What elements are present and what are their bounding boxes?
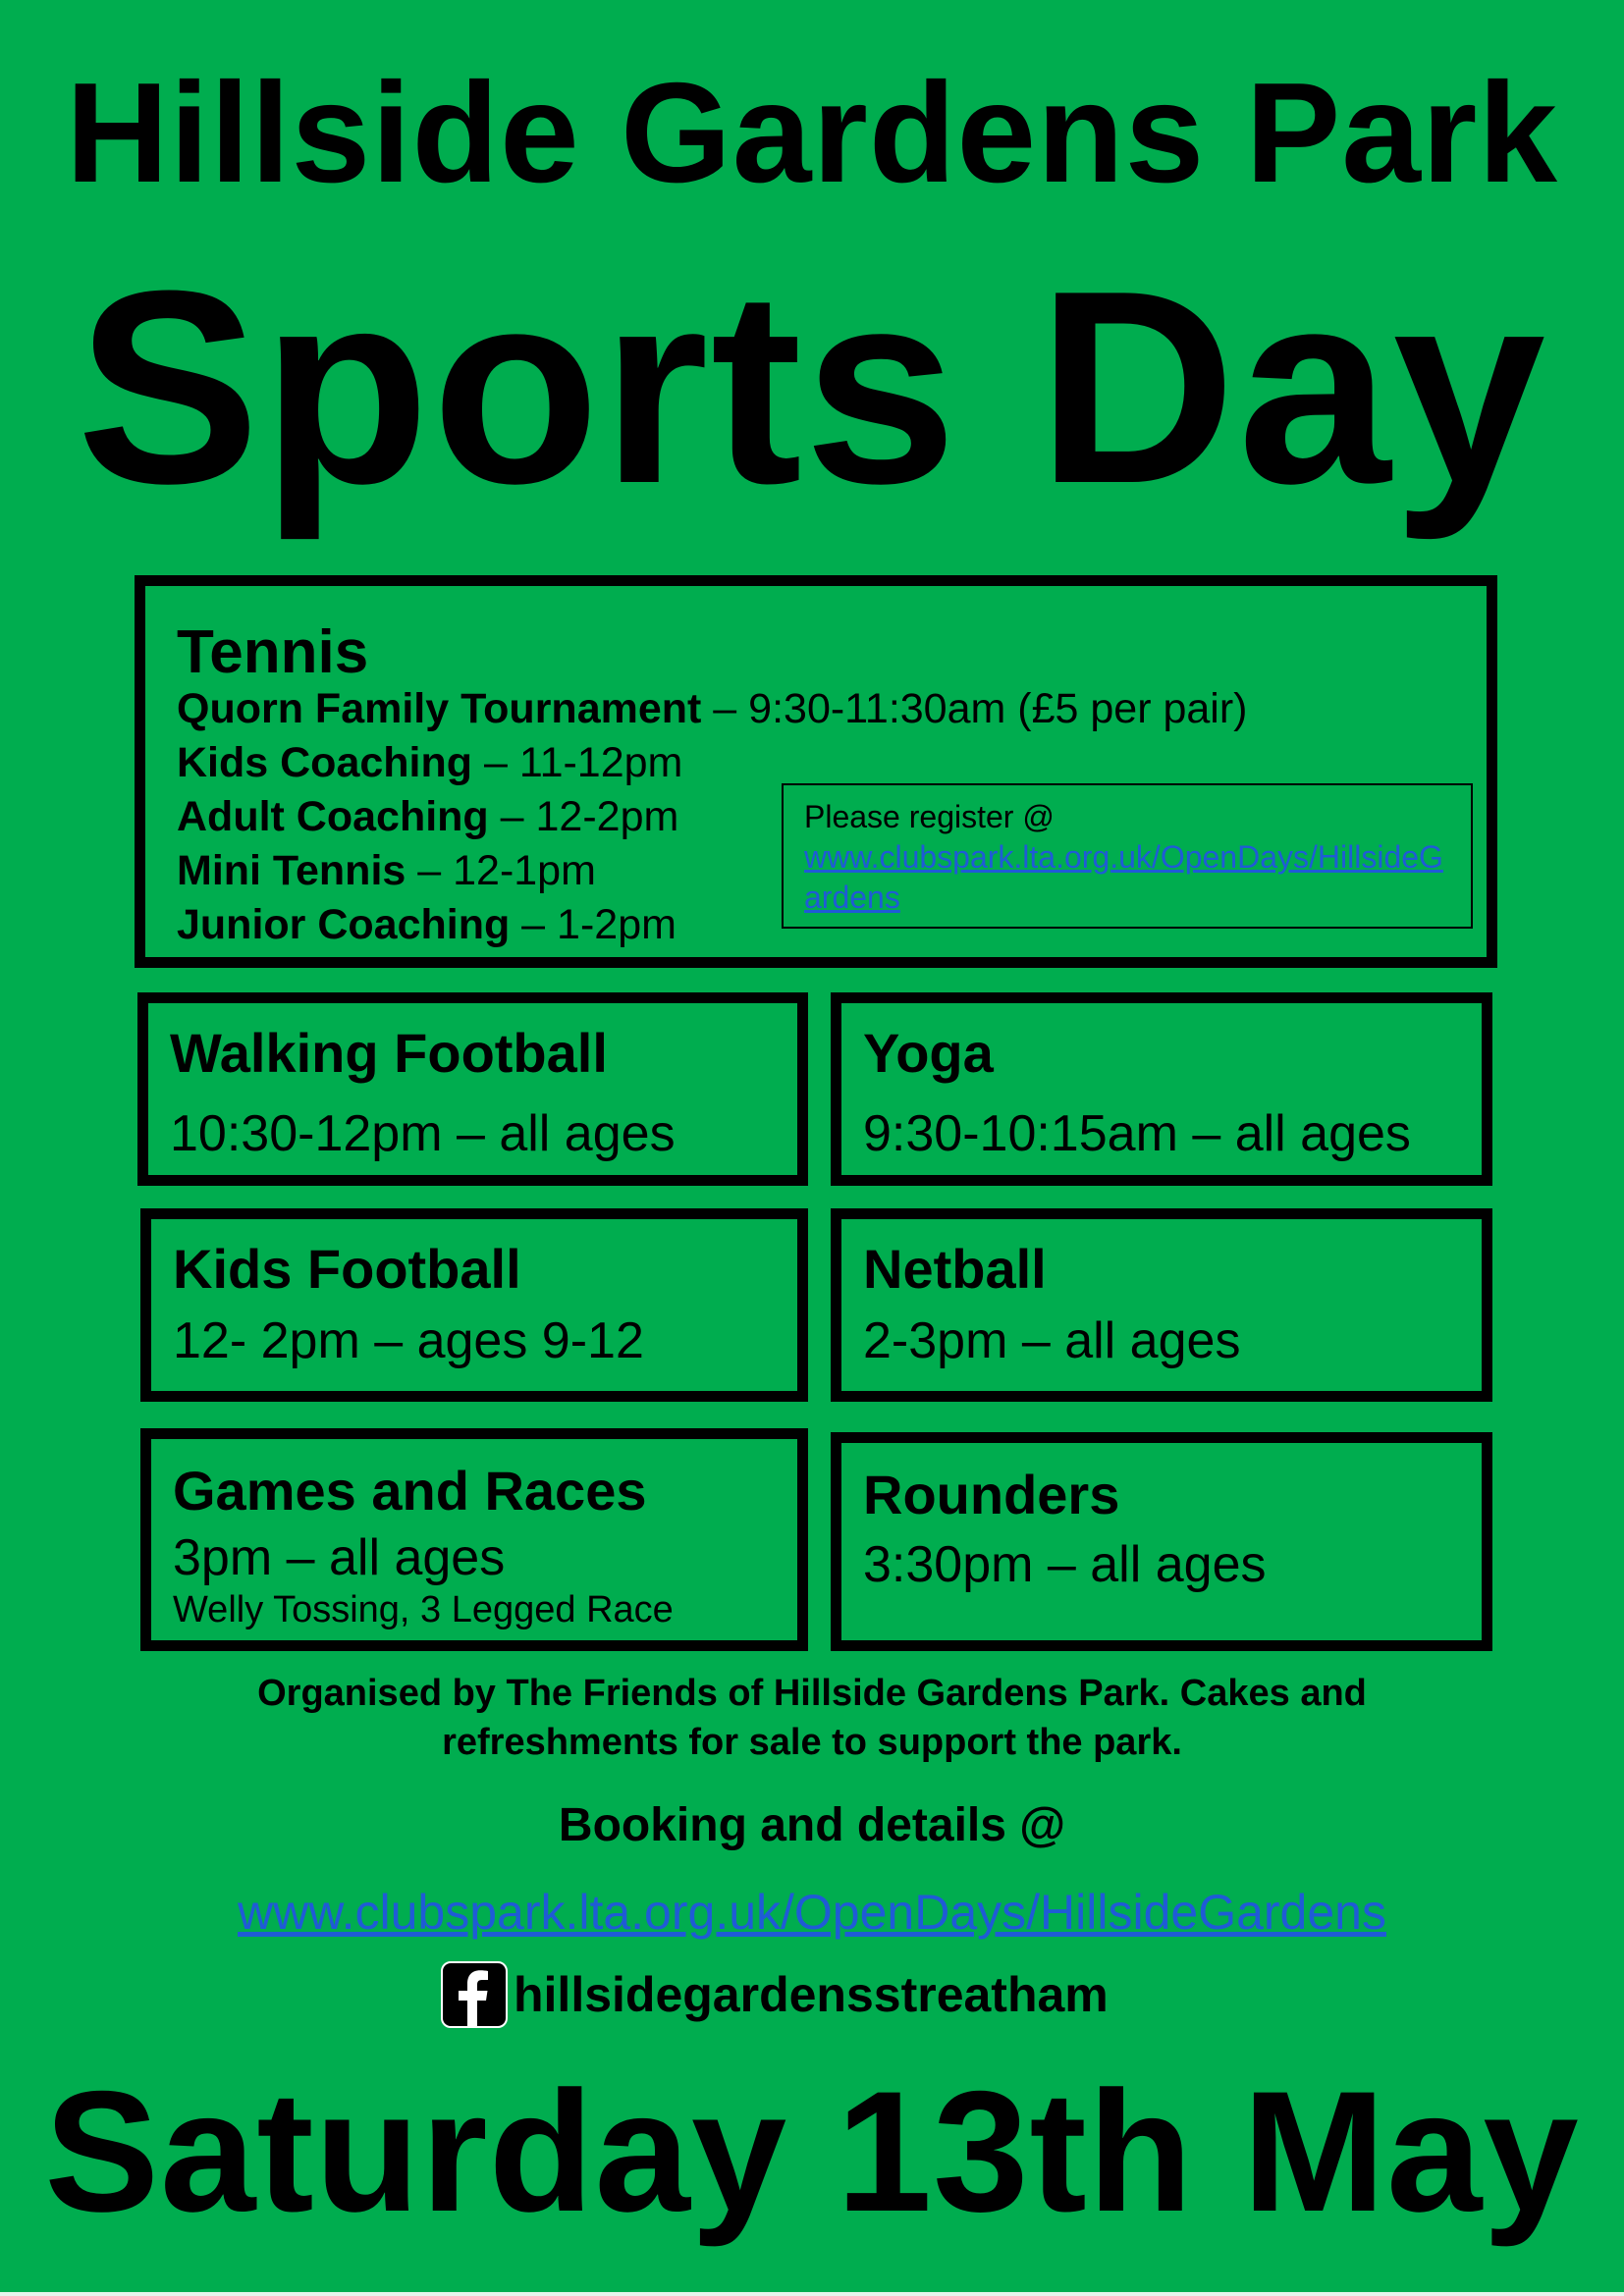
activity-note: Welly Tossing, 3 Legged Race [173,1589,674,1630]
activity-heading: Games and Races [173,1460,647,1522]
page-edge [0,2292,1624,2296]
organiser-note [0,1669,1624,1767]
activity-time: 3pm – all ages [173,1529,506,1586]
netball-box [831,1208,1492,1402]
facebook-row[interactable] [441,1960,1109,2029]
park-name: Hillside Gardens Park [66,53,1558,212]
event-date: Saturday 13th May [44,2056,1580,2248]
kids-football-box [140,1208,808,1402]
booking-link[interactable]: www.clubspark.lta.org.uk/OpenDays/HillsideGardens [238,1885,1386,1940]
tennis-heading: Tennis [177,618,369,686]
tennis-session [177,738,682,787]
event-title: Sports Day [76,235,1548,541]
tennis-session [177,792,678,841]
yoga-box [831,992,1492,1186]
tennis-session-details: – 1-2pm [510,901,677,948]
games-and-races-box [140,1428,808,1651]
activity-time: 12- 2pm – ages 9-12 [173,1312,644,1369]
facebook-icon [441,1961,508,2028]
tennis-session-details: – 11-12pm [472,739,683,786]
organiser-line: Organised by The Friends of Hillside Gardens Park. Cakes and [257,1673,1367,1714]
tennis-session [177,846,596,895]
tennis-session-name: Junior Coaching [177,901,511,948]
activity-heading: Yoga [863,1022,994,1084]
register-label: Please register @ [804,799,1055,834]
activity-heading: Walking Football [170,1022,608,1084]
activity-time: 2-3pm – all ages [863,1312,1241,1369]
tennis-session-details: – 9:30-11:30am (£5 per pair) [701,685,1248,732]
activity-heading: Rounders [863,1464,1120,1525]
activity-heading: Netball [863,1238,1047,1300]
rounders-box [831,1432,1492,1651]
tennis-session [177,684,1247,733]
walking-football-box [137,992,808,1186]
register-box [782,783,1473,929]
facebook-handle: hillsidegardensstreatham [514,1967,1109,2022]
tennis-session-details: – 12-2pm [488,793,679,840]
register-link[interactable]: www.clubspark.lta.org.uk/OpenDays/HillsideGardens [804,839,1443,915]
activity-heading: Kids Football [173,1238,521,1300]
activity-time: 9:30-10:15am – all ages [863,1105,1411,1162]
tennis-session-name: Mini Tennis [177,847,406,894]
tennis-session-name: Kids Coaching [177,739,473,786]
tennis-session-name: Quorn Family Tournament [177,685,702,732]
activity-time: 3:30pm – all ages [863,1536,1267,1593]
booking-label: Booking and details @ [558,1799,1066,1851]
tennis-session-details: – 12-1pm [406,847,596,894]
organiser-line: refreshments for sale to support the park. [442,1722,1182,1763]
tennis-session-name: Adult Coaching [177,793,489,840]
tennis-session [177,900,677,949]
activity-time: 10:30-12pm – all ages [170,1105,676,1162]
tennis-box [135,575,1497,968]
